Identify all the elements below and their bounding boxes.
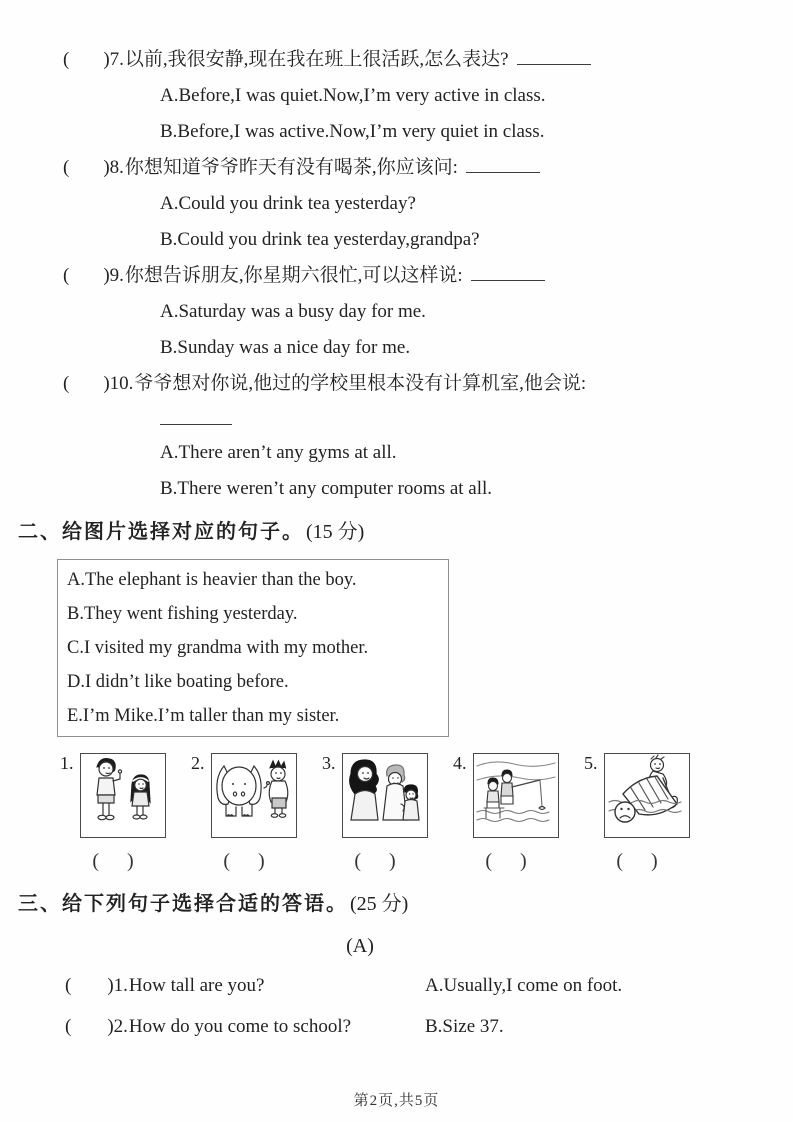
sentence-option-e: E.I’m Mike.I’m taller than my sister. xyxy=(67,706,340,726)
qa-answer: B.Size 37. xyxy=(425,1016,504,1037)
question-8-line xyxy=(0,150,793,186)
question-8 xyxy=(0,150,793,258)
picture-number: 2. xyxy=(191,753,205,773)
page-footer: 第2页,共5页 xyxy=(353,1093,440,1109)
qa-question xyxy=(65,965,425,1006)
picture-number: 3. xyxy=(322,753,336,773)
section-2-score: (15 分) xyxy=(306,521,365,543)
answer-bracket[interactable] xyxy=(63,366,110,402)
option-b: B.Before,I was active.Now,I’m very quiet in class. xyxy=(160,121,545,142)
boy-taller-than-girl-image xyxy=(80,753,166,838)
part1-multiple-choice xyxy=(0,42,793,507)
section-3-title: 三、给下列句子选择合适的答语。 xyxy=(18,893,348,915)
picture-number: 1. xyxy=(60,753,74,773)
bracket-open: ( xyxy=(616,850,623,872)
question-number: 10. xyxy=(109,373,134,394)
bracket-close: ) xyxy=(107,1016,114,1037)
bracket-open: ( xyxy=(63,265,70,286)
answer-bracket[interactable] xyxy=(63,258,110,294)
question-7-line xyxy=(0,42,793,78)
question-text: How tall are you? xyxy=(128,975,265,996)
bracket-close: ) xyxy=(389,850,396,872)
answer-blank[interactable] xyxy=(466,167,540,173)
picture-item-1 xyxy=(60,753,191,873)
question-number: 7. xyxy=(109,49,124,70)
section-3-heading xyxy=(0,887,793,921)
answer-bracket[interactable] xyxy=(65,965,114,1006)
picture-answer-bracket[interactable] xyxy=(584,850,690,873)
question-9-line xyxy=(0,258,793,294)
picture-number: 4. xyxy=(453,753,467,773)
group-a-label: (A) xyxy=(346,935,374,957)
picture-answer-bracket[interactable] xyxy=(60,850,166,873)
bracket-close: ) xyxy=(258,850,265,872)
section-2-heading xyxy=(0,515,793,549)
option-b: B.There weren’t any computer rooms at all. xyxy=(160,478,493,499)
answer-blank[interactable] xyxy=(517,59,591,65)
bracket-close: ) xyxy=(127,850,134,872)
elephant-and-boy-image xyxy=(211,753,297,838)
question-10 xyxy=(0,366,793,507)
option-b: B.Could you drink tea yesterday,grandpa? xyxy=(160,229,480,250)
option-a: A.Could you drink tea yesterday? xyxy=(160,193,416,214)
children-fishing-image xyxy=(473,753,559,838)
picture-answer-bracket[interactable] xyxy=(453,850,559,873)
picture-item-2 xyxy=(191,753,322,873)
qa-row-2 xyxy=(0,1006,793,1047)
question-text: How do you come to school? xyxy=(128,1016,352,1037)
section-3-score: (25 分) xyxy=(350,893,409,915)
answer-bracket[interactable] xyxy=(63,42,110,78)
bracket-close: ) xyxy=(103,157,110,178)
picture-answer-bracket[interactable] xyxy=(191,850,297,873)
question-prompt: 你想知道爷爷昨天有没有喝茶,你应该问: xyxy=(124,157,458,178)
sentence-option-b: B.They went fishing yesterday. xyxy=(67,604,298,624)
sentence-option-c: C.I visited my grandma with my mother. xyxy=(67,638,369,658)
bracket-open: ( xyxy=(65,1016,72,1037)
bracket-open: ( xyxy=(63,373,70,394)
question-number: 8. xyxy=(109,157,124,178)
picture-item-4 xyxy=(453,753,584,873)
bracket-close: ) xyxy=(103,373,110,394)
qa-answer: A.Usually,I come on foot. xyxy=(425,975,623,996)
answer-blank[interactable] xyxy=(471,275,545,281)
bracket-close: ) xyxy=(103,49,110,70)
picture-row xyxy=(60,753,793,873)
option-a: A.Before,I was quiet.Now,I’m very active in class. xyxy=(160,85,546,106)
question-number: 1. xyxy=(113,975,128,996)
boy-rowing-boat-sad-face-image xyxy=(604,753,690,838)
question-number: 2. xyxy=(113,1016,128,1037)
option-b: B.Sunday was a nice day for me. xyxy=(160,337,411,358)
sentence-option-box xyxy=(57,559,449,737)
option-a: A.Saturday was a busy day for me. xyxy=(160,301,426,322)
qa-row-1 xyxy=(0,965,793,1006)
answer-bracket[interactable] xyxy=(63,150,110,186)
question-prompt: 以前,我很安静,现在我在班上很活跃,怎么表达? xyxy=(124,49,509,70)
answer-blank[interactable] xyxy=(160,418,232,425)
question-prompt: 爷爷想对你说,他过的学校里根本没有计算机室,他会说: xyxy=(134,373,587,394)
picture-item-5 xyxy=(584,753,715,873)
picture-number: 5. xyxy=(584,753,598,773)
question-9 xyxy=(0,258,793,366)
picture-item-3 xyxy=(322,753,453,873)
bracket-open: ( xyxy=(92,850,99,872)
bracket-open: ( xyxy=(354,850,361,872)
bracket-close: ) xyxy=(103,265,110,286)
bracket-open: ( xyxy=(63,157,70,178)
bracket-close: ) xyxy=(107,975,114,996)
bracket-open: ( xyxy=(223,850,230,872)
bracket-open: ( xyxy=(63,49,70,70)
bracket-open: ( xyxy=(485,850,492,872)
section-2-title: 二、给图片选择对应的句子。 xyxy=(18,521,304,543)
question-10-line xyxy=(0,366,793,402)
bracket-close: ) xyxy=(651,850,658,872)
answer-bracket[interactable] xyxy=(65,1006,114,1047)
bracket-close: ) xyxy=(520,850,527,872)
question-number: 9. xyxy=(109,265,124,286)
qa-question xyxy=(65,1006,425,1047)
mother-grandma-and-child-image xyxy=(342,753,428,838)
question-prompt: 你想告诉朋友,你星期六很忙,可以这样说: xyxy=(124,265,463,286)
sentence-option-d: D.I didn’t like boating before. xyxy=(67,672,289,692)
option-a: A.There aren’t any gyms at all. xyxy=(160,442,397,463)
question-7 xyxy=(0,42,793,150)
sentence-option-a: A.The elephant is heavier than the boy. xyxy=(67,570,357,590)
bracket-open: ( xyxy=(65,975,72,996)
picture-answer-bracket[interactable] xyxy=(322,850,428,873)
